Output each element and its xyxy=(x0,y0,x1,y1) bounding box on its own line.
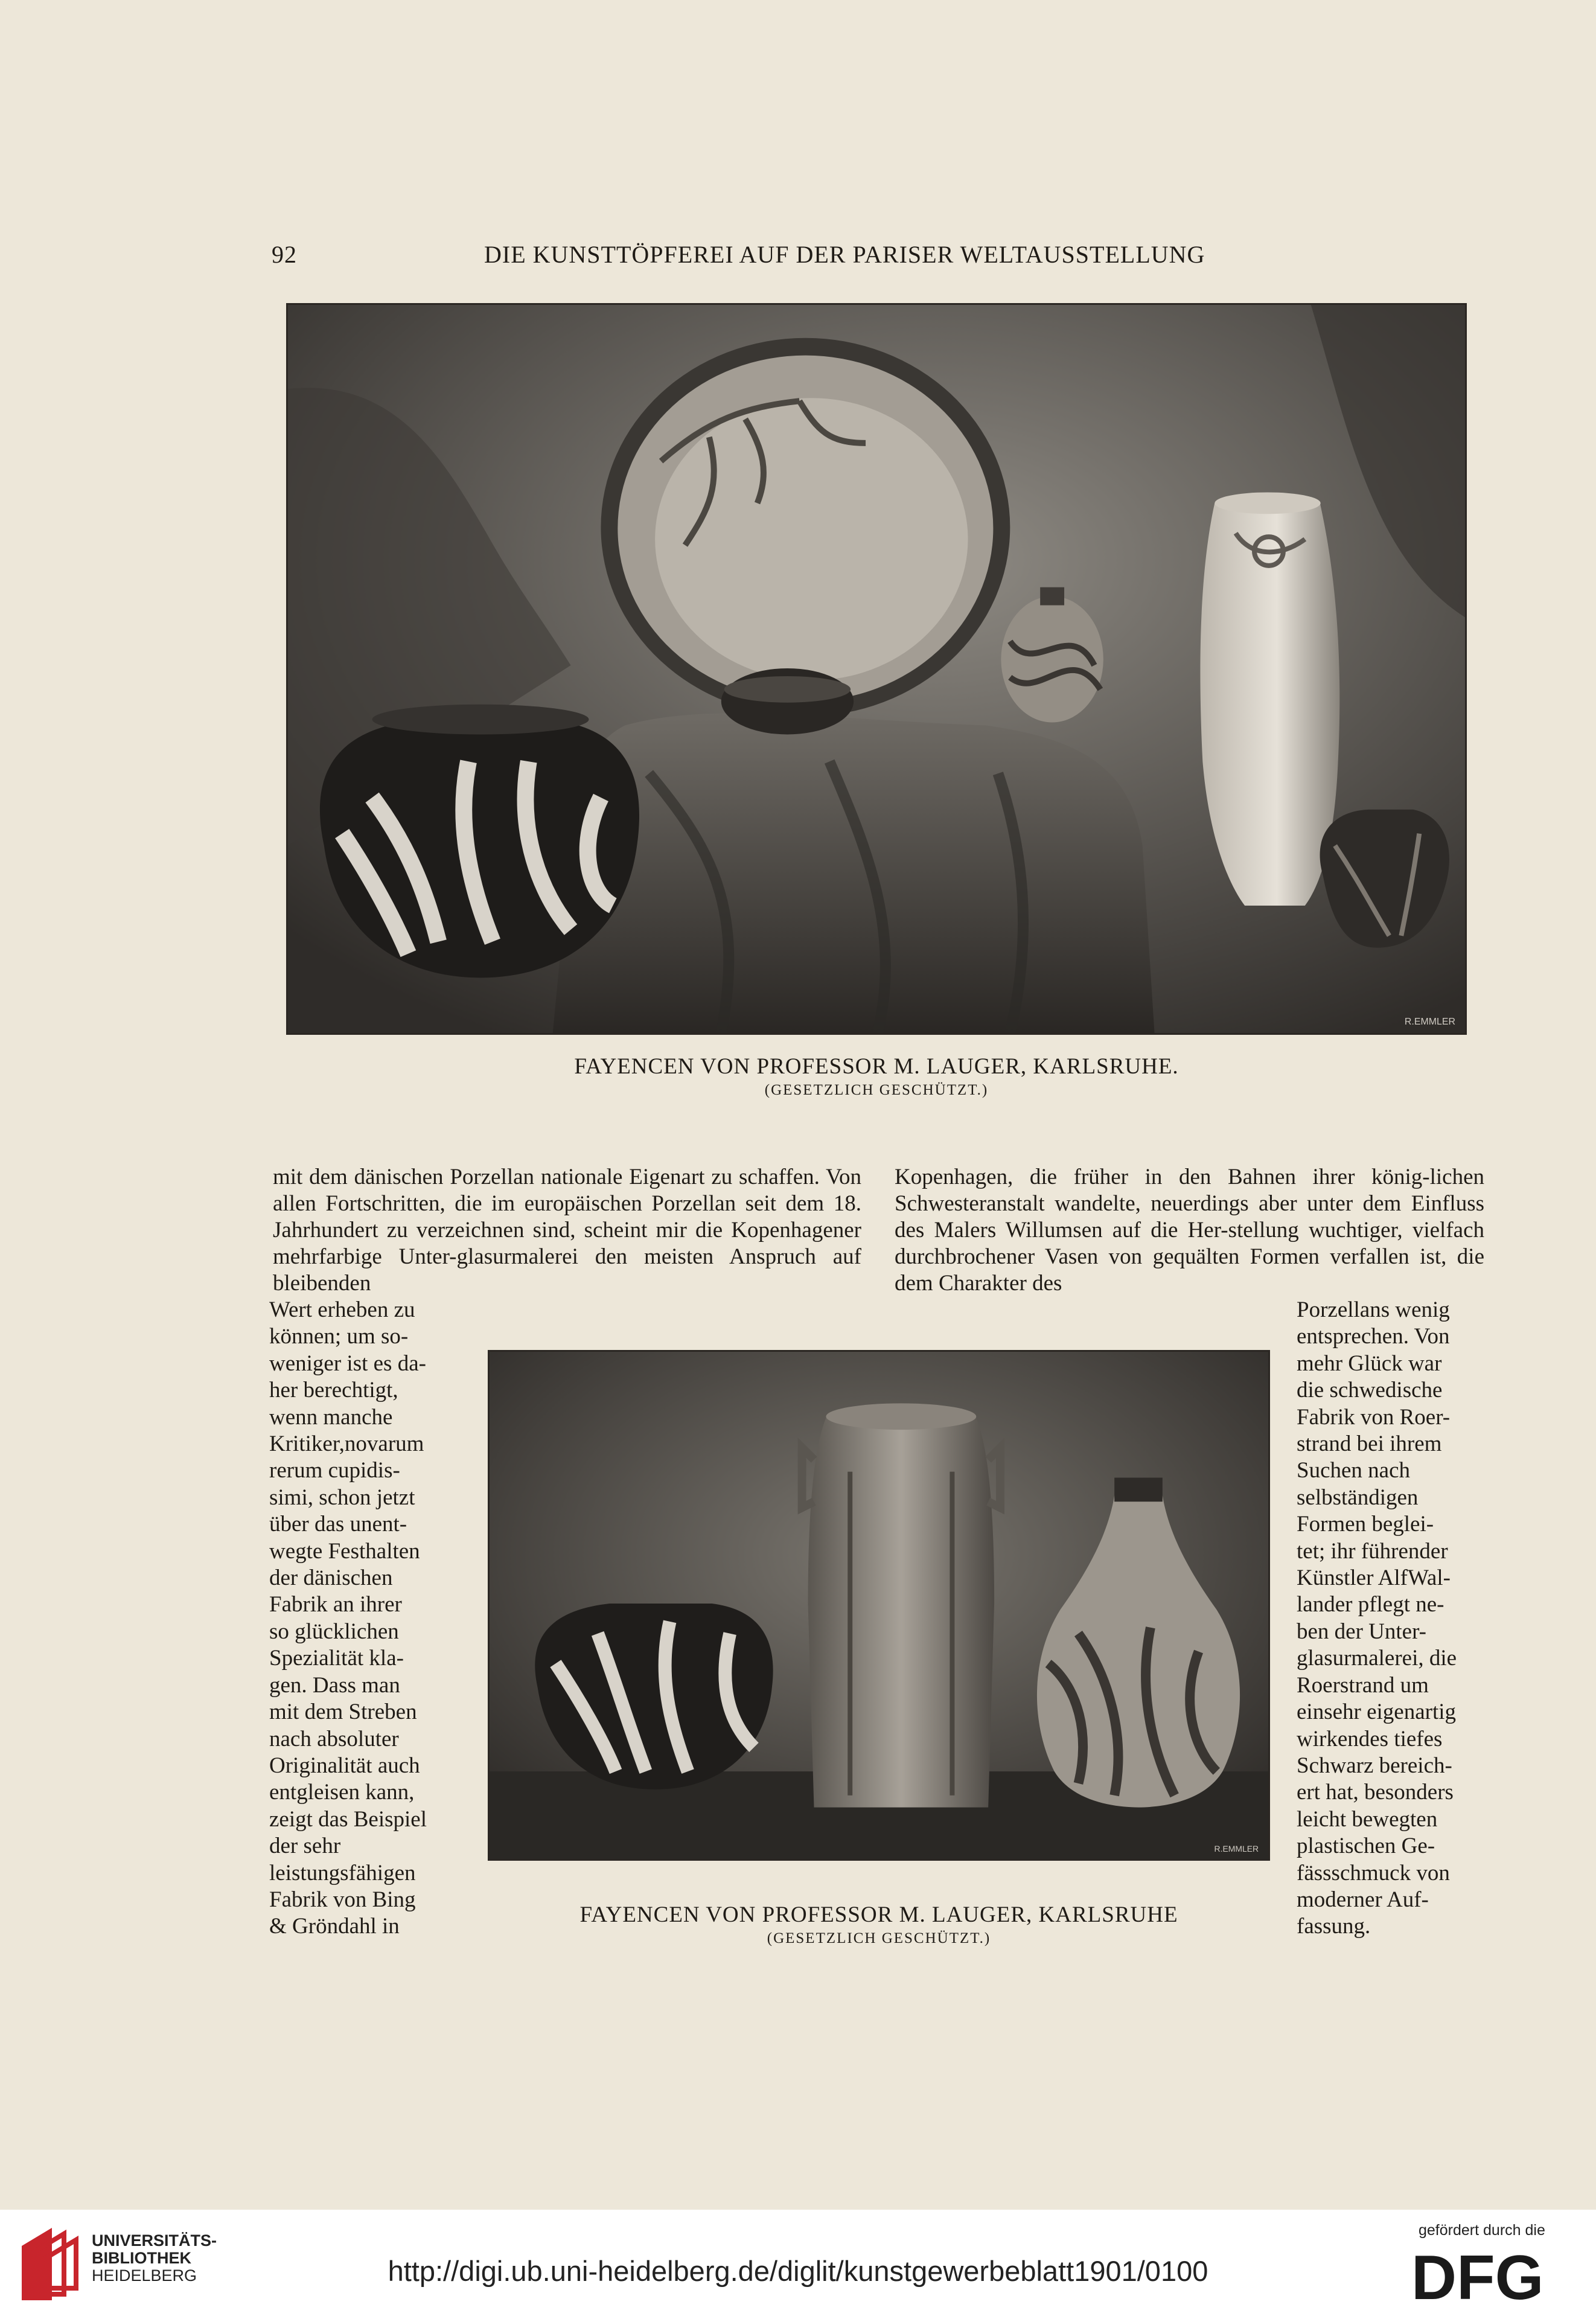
svg-text:DFG: DFG xyxy=(1411,2244,1544,2310)
dfg-logo-icon xyxy=(1411,2244,1575,2310)
figure-1-caption: FAYENCEN VON PROFESSOR M. LAUGER, KARLSRUHE. xyxy=(574,1054,1179,1079)
left-narrow-column: Wert erheben zu können; um so- weniger ist es da- her berechtigt, wenn manche Kritiker,novarum rerum cupidis- simi, schon jetzt über das unent- wegte Festhalten der dänischen Fabrik an ihrer so glücklichen Spezialität kla- gen. Dass man mit dem Streben nach absoluter Originalität auch entgleisen kann, zeigt das Beispiel der sehr leistungsfähigen Fabrik von Bing & Gröndahl in xyxy=(269,1297,427,1939)
figure-2-caption-block xyxy=(488,1902,1270,1947)
left-column-text: mit dem dänischen Porzellan nationale Eigenart zu schaffen. Von allen Fortschritten, die im europäischen Porzellan seit dem 18. Jahrhundert zu verzeichnen sind, scheint mir die Kopenhagener mehrfarbige Unter-glasurmalerei den meisten Anspruch auf bleibenden xyxy=(273,1165,861,1296)
running-title: DIE KUNSTTÖPFEREI AUF DER PARISER WELTAUSSTELLUNG xyxy=(484,241,1205,268)
right-column-text: Kopenhagen, die früher in den Bahnen ihrer könig-lichen Schwesteranstalt wandelte, neuerdings aber unter dem Einfluss des Malers Willumsen auf die Her-stellung wuchtiger, vielfach durchbrochener Vasen von gequälten Formen verfallen ist, die dem Charakter des xyxy=(895,1165,1484,1296)
figure-2-caption: FAYENCEN VON PROFESSOR M. LAUGER, KARLSRUHE xyxy=(579,1902,1178,1927)
figure-2-subcaption: (GESETZLICH GESCHÜTZT.) xyxy=(767,1930,991,1946)
library-name: UNIVERSITÄTS- BIBLIOTHEK HEIDELBERG xyxy=(92,2231,217,2285)
figure-1-photograph xyxy=(286,303,1467,1035)
footer-bar xyxy=(0,2210,1596,2322)
figure-2-mark: R.EMMLER xyxy=(1214,1844,1259,1854)
figure-1-caption-block xyxy=(286,1054,1467,1099)
source-url-link[interactable]: http://digi.ub.uni-heidelberg.de/diglit/kunstgewerbeblatt1901/0100 xyxy=(388,2255,1208,2287)
page-number: 92 xyxy=(272,241,297,268)
figure-1-mark: R.EMMLER xyxy=(1404,1017,1456,1028)
right-narrow-column: Porzellans wenig entsprechen. Von mehr Glück war die schwedische Fabrik von Roer- strand bei ihrem Suchen nach selbständigen Formen beglei- tet; ihr führender Künstler AlfWal- lander pflegt ne- ben der Unter- glasurmalerei, die Roerstrand um einsehr eigenartig wirkendes tiefes Schwarz bereich- ert hat, besonders leicht bewegten plastischen Ge- fässschmuck von moderner Auf- fassung. xyxy=(1297,1297,1457,1939)
figure-2-photograph xyxy=(488,1350,1270,1861)
running-head xyxy=(272,240,1280,270)
funding-label: gefördert durch die xyxy=(1419,2222,1545,2239)
figure-1-subcaption: (GESETZLICH GESCHÜTZT.) xyxy=(764,1082,989,1098)
